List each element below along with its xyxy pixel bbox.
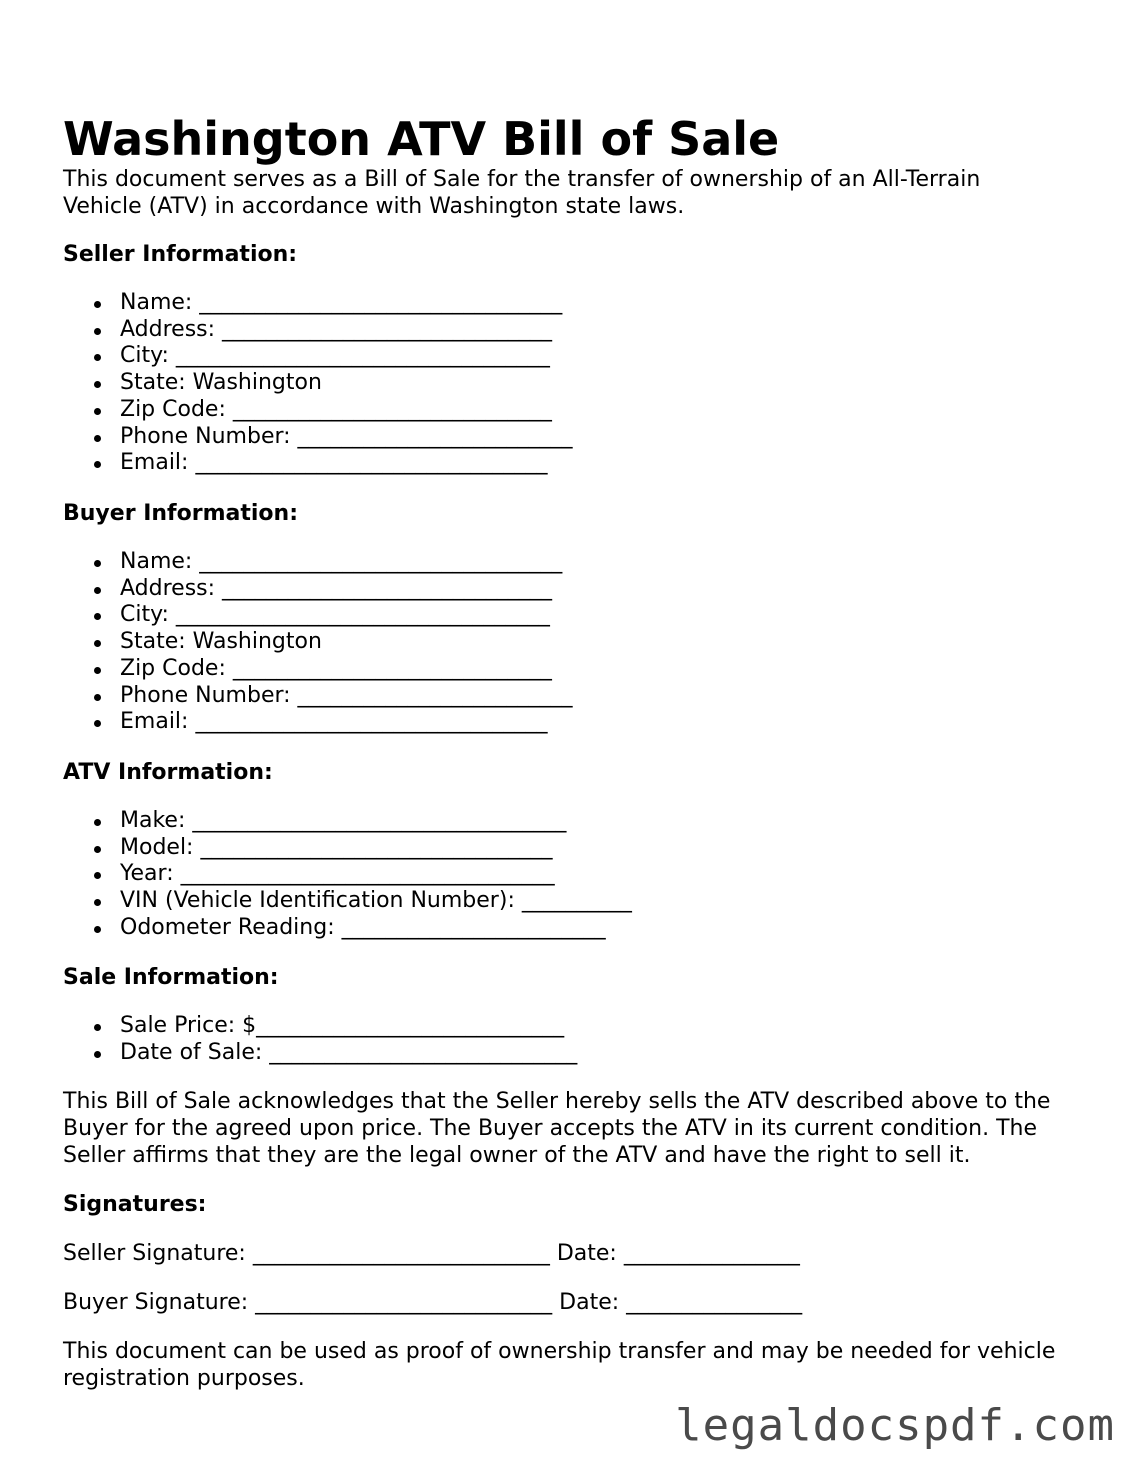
field-list-item: City: __________________________________ [63, 602, 573, 629]
field-list-item: Email: ________________________________ [63, 450, 573, 477]
field-list-item: Name: _________________________________ [63, 290, 573, 317]
field-list-item: State: Washington [63, 370, 573, 397]
buyer-field-list [63, 549, 573, 736]
field-list-item: Phone Number: _________________________ [63, 424, 573, 451]
signatures-heading: Signatures: [63, 1192, 207, 1217]
sale-heading: Sale Information: [63, 965, 279, 990]
field-list-item: Zip Code: _____________________________ [63, 656, 573, 683]
field-list-item: Phone Number: _________________________ [63, 683, 573, 710]
field-list-item: VIN (Vehicle Identification Number): __________ [63, 888, 632, 915]
field-list-item: Make: __________________________________ [63, 808, 632, 835]
seller-signature-line: Seller Signature: ___________________________ Date: ________________ [63, 1241, 800, 1266]
field-list-item: Year: __________________________________ [63, 861, 632, 888]
seller-heading: Seller Information: [63, 242, 298, 267]
sale-field-list [63, 1013, 577, 1066]
field-list-item: Address: ______________________________ [63, 317, 573, 344]
field-list-item: Email: ________________________________ [63, 709, 573, 736]
seller-field-list [63, 290, 573, 477]
field-list-item: Date of Sale: ____________________________ [63, 1040, 577, 1067]
intro-paragraph: This document serves as a Bill of Sale for the transfer of ownership of an All-Terrain Vehicle (ATV) in accordance with Washington state laws. [63, 167, 981, 219]
field-list-item: Sale Price: $____________________________ [63, 1013, 577, 1040]
field-list-item: State: Washington [63, 629, 573, 656]
watermark-logo: legaldocspdf.com [675, 1400, 1115, 1451]
atv-heading: ATV Information: [63, 760, 273, 785]
atv-field-list [63, 808, 632, 942]
footer-note: This document can be used as proof of ownership transfer and may be needed for vehicle registration purposes. [63, 1339, 1056, 1391]
field-list-item: Address: ______________________________ [63, 576, 573, 603]
field-list-item: Odometer Reading: ________________________ [63, 915, 632, 942]
field-list-item: Name: _________________________________ [63, 549, 573, 576]
buyer-signature-line: Buyer Signature: ___________________________ Date: ________________ [63, 1290, 803, 1315]
acknowledgment-paragraph: This Bill of Sale acknowledges that the Seller hereby sells the ATV described above to the Buyer for the agreed upon price. The Buyer accepts the ATV in its current condition. The Seller affirms that they are the legal owner of the ATV and have the right to sell it. [63, 1089, 1051, 1168]
page-title: Washington ATV Bill of Sale [63, 111, 780, 166]
field-list-item: City: __________________________________ [63, 343, 573, 370]
field-list-item: Zip Code: _____________________________ [63, 397, 573, 424]
buyer-heading: Buyer Information: [63, 501, 298, 526]
field-list-item: Model: ________________________________ [63, 835, 632, 862]
